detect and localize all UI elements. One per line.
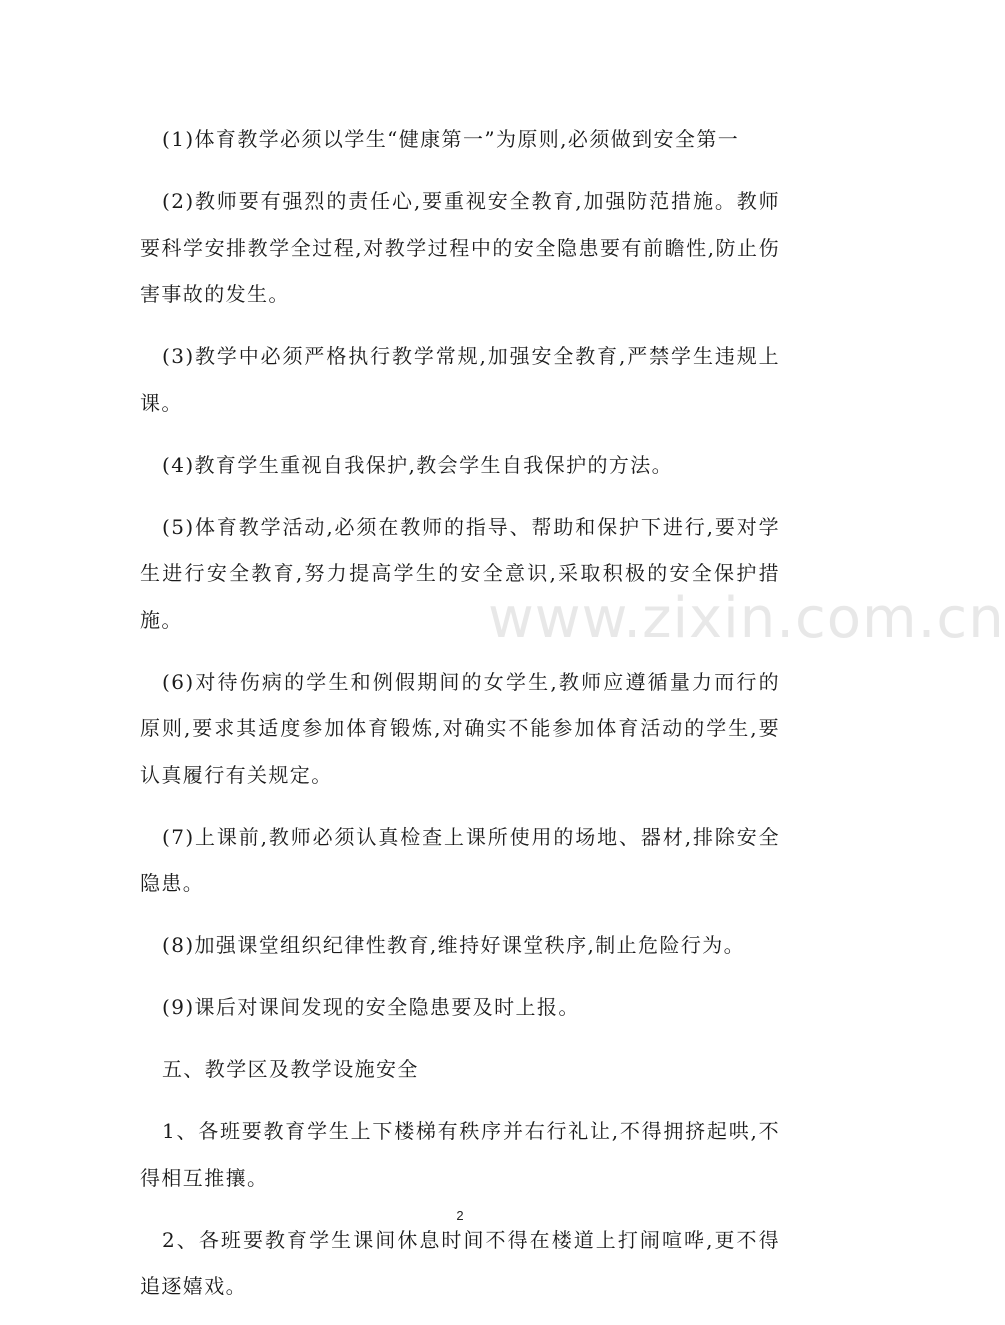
paragraph-9: (9)课后对课间发现的安全隐患要及时上报。 xyxy=(162,995,580,1019)
paragraph-8: (8)加强课堂组织纪律性教育,维持好课堂秩序,制止危险行为。 xyxy=(162,933,746,957)
page-number: 2 xyxy=(456,1208,464,1223)
paragraph-5: (5)体育教学活动,必须在教师的指导、帮助和保护下进行,要对学生进行安全教育,努力提高学生的安全意识,采取积极的安全保护措施。 xyxy=(140,514,780,632)
paragraph-11: 1、各班要教育学生上下楼梯有秩序并右行礼让,不得拥挤起哄,不得相互推攘。 xyxy=(140,1119,780,1190)
paragraph-4: (4)教育学生重视自我保护,教会学生自我保护的方法。 xyxy=(162,452,674,477)
paragraph-2: (2)教师要有强烈的责任心,要重视安全教育,加强防范措施。教师要科学安排教学全过程,对教学过程中的安全隐患要有前瞻性,防止伤害事故的发生。 xyxy=(140,189,780,306)
paragraph-6: (6)对待伤病的学生和例假期间的女学生,教师应遵循量力而行的原则,要求其适度参加体育锻炼,对确实不能参加体育活动的学生,要认真履行有关规定。 xyxy=(140,669,780,787)
watermark: www.zixin.com.cn xyxy=(488,586,1005,651)
document-body xyxy=(140,116,780,1325)
section-heading: 五、教学区及教学设施安全 xyxy=(162,1057,419,1081)
paragraph-1: (1)体育教学必须以学生“健康第一”为原则,必须做到安全第一 xyxy=(162,127,740,151)
paragraph-12: 2、各班要教育学生课间休息时间不得在楼道上打闹喧哗,更不得追逐嬉戏。 xyxy=(140,1227,780,1298)
paragraph-3: (3)教学中必须严格执行教学常规,加强安全教育,严禁学生违规上课。 xyxy=(140,344,780,415)
paragraph-7: (7)上课前,教师必须认真检查上课所使用的场地、器材,排除安全隐患。 xyxy=(140,824,780,895)
